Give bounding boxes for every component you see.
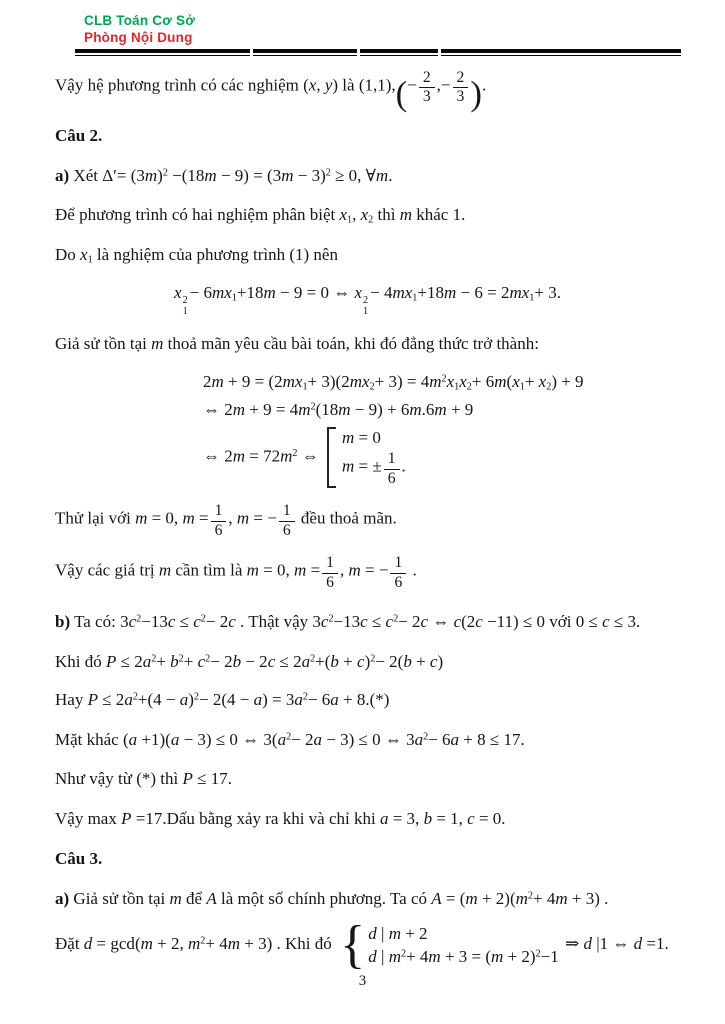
assumption-intro: Giả sử tồn tại m thoả mãn yêu cầu bài toán, khi đó đẳng thức trở thành: bbox=[55, 333, 539, 353]
rule-segment bbox=[75, 49, 250, 56]
part-a-square-number: a) Giả sử tồn tại m để A là một số chính phương. Ta có $A = (m + 2)(m^2+ 4m + 3)$ . bbox=[55, 888, 609, 908]
rule-segment bbox=[441, 49, 681, 56]
gcd-argument: Đặt d = gcd(m + 2, $m^2+ 4m + 3$) . Khi đó { d | m + 2 d | $m^2+ 4m + 3 = (m + 2)^2-1$ ⇒ d |1 ⇔ d =1. bbox=[55, 915, 669, 974]
equation-root-identity: x 2 1 − $6mx_1+18m - 9 = 0$ ⇔ x 2 1 − $4mx_1+18m - 6 = 2mx_1+ 3$. bbox=[174, 282, 561, 318]
heading-cau-2: Câu 2. bbox=[55, 125, 103, 145]
derivation-line-2: ⇔ $2m + 9 = 4m^2(18m - 9) + 6m.6m + 9$ bbox=[203, 400, 474, 420]
header-rule bbox=[75, 49, 725, 56]
page-number: 3 bbox=[358, 973, 367, 990]
part-b-inequality: b) Ta có: $3c^2-13c \le c^2- 2c$ . Thật vậy $3c^2-13c \le c^2- 2c$ ⇔ c(2c −11) ≤ 0 với 0 ≤ c ≤ 3. bbox=[55, 612, 641, 632]
heading-cau-3: Câu 3. bbox=[55, 848, 103, 868]
document-body bbox=[0, 68, 725, 974]
derivation-line-3: ⇔ $2m = 72m^2$ ⇔ m = 0 m = ± $\frac{1}{6}$ . bbox=[203, 428, 406, 487]
page-header bbox=[0, 0, 725, 47]
derivation-line-1: $2m + 9 = (2mx_1+ 3)(2mx_2+ 3) = 4m^2x_1x_2+ 6m(x_1+ x_2) + 9$ bbox=[203, 371, 584, 393]
p-bound-3: Mặt khác (a +1)(a − 3) ≤ 0 ⇔ $3(a^2- 2a - 3) \le 0$ ⇔ $3a^2- 6a + 8 \le 17$. bbox=[55, 729, 525, 749]
p-conclusion-star: Như vậy từ (*) thì P ≤ 17. bbox=[55, 769, 232, 789]
closing-note: Vậy hệ phương trình có các nghiệm (x, y) là (1,1),(− $\frac{2}{3}$ ,− $\frac{2}{3}$ ). bbox=[55, 68, 487, 113]
max-p-conclusion: Vậy max P =17.Dấu bằng xảy ra khi và chỉ khi a = 3, b = 1, c = 0. bbox=[55, 809, 506, 829]
header-org: CLB Toán Cơ Sở bbox=[84, 13, 195, 28]
verification: Thử lại với m = 0, m = $\frac{1}{6}$ , m = − $\frac{1}{6}$ đều thoả mãn. bbox=[55, 502, 397, 539]
p-bound-2: Hay $P \le 2a^2+(4 - a)^2- 2(4 - a) = 3a^2- 6a + 8.(*)$ bbox=[55, 689, 390, 709]
root-substitution-intro: Do $x_1$ là nghiệm của phương trình (1) nên bbox=[55, 245, 338, 266]
p-bound-1: Khi đó $P \le 2a^2+ b^2+ c^2- 2b - 2c \le 2a^2+(b + c)^2- 2(b + c)$ bbox=[55, 651, 444, 671]
rule-segment bbox=[253, 49, 357, 56]
header-dept: Phòng Nội Dung bbox=[84, 29, 193, 45]
part-a-delta: a) Xét $\Delta'= (3m)^2 -(18m - 9) = (3m - 3)^2 \ge 0$, ∀m. bbox=[55, 166, 393, 186]
conclusion-m-values: Vậy các giá trị m cần tìm là m = 0, m = $\frac{1}{6}$ , m = − $\frac{1}{6}$ . bbox=[55, 554, 417, 591]
rule-segment bbox=[360, 49, 438, 56]
distinct-roots-condition: Để phương trình có hai nghiệm phân biệt $x_1$, $x_2$ thì m khác 1. bbox=[55, 205, 466, 226]
